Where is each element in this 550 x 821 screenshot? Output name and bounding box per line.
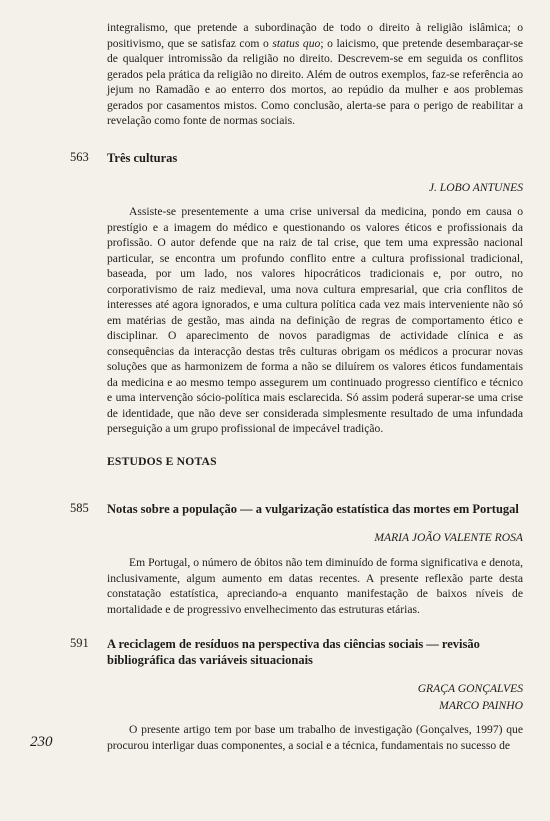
entry-title: Três culturas — [107, 151, 178, 165]
entry-title: Notas sobre a população — a vulgarização estatística das mortes em Portugal — [107, 502, 519, 516]
entry-author: GRAÇA GONÇALVES — [417, 682, 523, 695]
entry-number: 563 — [70, 150, 89, 164]
entry-title: A reciclagem de resíduos na perspectiva das ciências sociais — revisão bibliográfica das variáveis situacionais — [107, 637, 480, 667]
section-heading: ESTUDOS E NOTAS — [107, 455, 217, 468]
entry-abstract-block — [107, 204, 523, 437]
entry-abstract: Em Portugal, o número de óbitos não tem diminuído de forma significativa e denota, inclusivamente, algum aumento em datas recentes. A presente reflexão parte desta constatação estatística, apreciando-a enquanto manifestação de baixos níveis de mortalidade e de progressivo envelhecimento das estruturas etárias. — [107, 556, 523, 616]
entry-abstract: O presente artigo tem por base um trabalho de investigação (Gonçalves, 1997) que procurou interligar duas componentes, a social e a técnica, fundamentais no sucesso de — [107, 723, 523, 752]
page-number: 230 — [30, 734, 53, 750]
entry-number: 585 — [70, 501, 89, 515]
emphasis-text: status quo — [272, 36, 321, 50]
entry-number: 591 — [70, 636, 89, 650]
entry-abstract: Assiste-se presentemente a uma crise universal da medicina, pondo em causa o prestígio e a imagem do médico e questionando os valores éticos e profissionais da profissão. O autor defende que na raiz de tal crise, que tem uma expressão nacional particular, se encontra um profundo conflito entre a cultura profissional tradicional, baseada, por um lado, nos valores hipocráticos tradicionais e, por outro, no corporativismo de raiz medieval, uma nova cultura empresarial, que cria conflitos de interesses até agora ignorados, e uma cultura política cada vez mais interveniente não só em matérias de gestão, mas ainda na definição de regras de comportamento ético e disciplinar. O aparecimento de novos paradigmas de actividade clínica e as consequências da interacção destas três culturas obrigam os médicos a procurar novas soluções que as harmonizem de forma a não se diluírem os valores éticos fundamentais da medicina e ao mesmo tempo assegurem um continuado progresso científico e técnico e uma intervenção sócio-política mais esclarecida. Só assim poderá superar-se uma crise de identidade, que não deve ser considerada simplesmente resultado de uma infundada perseguição a um grupo profissional de impecável tradição. — [107, 205, 523, 435]
entry-author: MARIA JOÃO VALENTE ROSA — [374, 531, 523, 544]
entry-author: J. LOBO ANTUNES — [428, 181, 523, 194]
entry-abstract-block — [107, 722, 523, 753]
intro-paragraph: integralismo, que pretende a subordinação de todo o direito à religião islâmica; o positivismo, que se satisfaz com o status quo; o laicismo, que pretende desembaraçar-se de qualquer intromissão da religião no direito. Descrevem-se em seguida os conflitos gerados pela prática da religião no direito. Além de outros exemplos, faz-se referência ao jejum no Ramadão e ao enterro dos mortos, ao repúdio da mulher e aos problemas gerados por casamentos mistos. Como conclusão, alerta-se para o perigo de reabilitar a revelação como fonte de normas sociais. — [107, 21, 523, 127]
entry-author: MARCO PAINHO — [439, 699, 523, 712]
entry-abstract-block — [107, 555, 523, 617]
intro-block — [107, 20, 523, 129]
